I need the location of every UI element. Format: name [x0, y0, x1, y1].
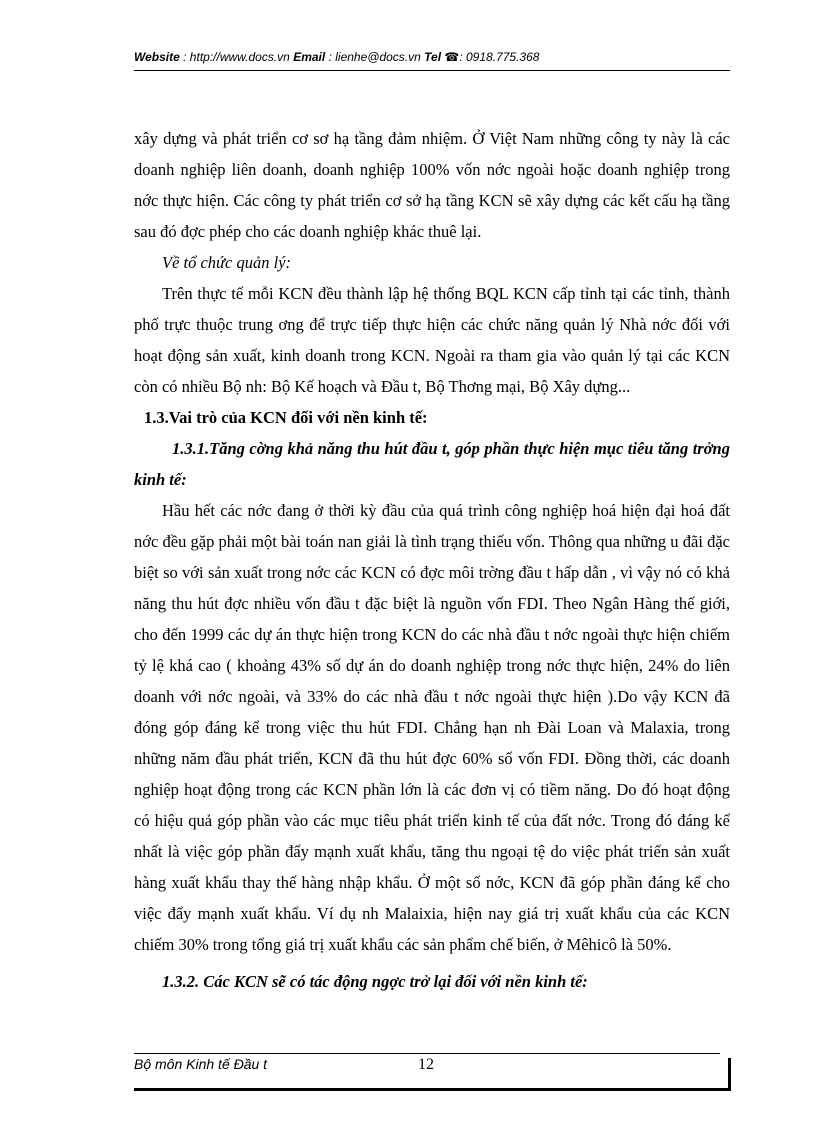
email-label: Email [293, 50, 326, 64]
section-heading-1-3-2: 1.3.2. Các KCN sẽ có tác động ngợc trở lại đối với nền kinh tế: [162, 972, 588, 991]
org-heading: Về tổ chức quản lý: [162, 253, 292, 272]
page-number: 12 [418, 1056, 434, 1073]
footer-divider [134, 1053, 720, 1054]
tel-label: Tel [424, 50, 442, 64]
footer-shadow-horizontal [134, 1088, 731, 1091]
email-address[interactable]: : lienhe@docs.vn [328, 50, 421, 64]
footer-department: Bộ môn Kinh tế Đầu t [134, 1056, 268, 1072]
document-body [134, 123, 730, 997]
paragraph-intro: xây dựng và phát triển cơ sơ hạ tầng đảm nhiệm. Ở Việt Nam những công ty này là các doanh nghiệp liên doanh, doanh nghiệp 100% vốn nớc ngoài hoặc doanh nghiệp trong nớc thực hiện. Các công ty phát triển cơ sở hạ tầng KCN sẽ xây dựng các kết cấu hạ tầng sau đó đợc phép cho các doanh nghiệp khác thuê lại. [134, 129, 730, 241]
section-heading-1-3: 1.3.Vai trò của KCN đối với nền kinh tế: [144, 408, 428, 427]
website-url[interactable]: : http://www.docs.vn [183, 50, 290, 64]
phone-icon: ☎ [444, 50, 460, 64]
paragraph-investment: Hầu hết các nớc đang ở thời kỳ đầu của quá trình công nghiệp hoá hiện đại hoá đất nớc đều gặp phải một bài toán nan giải là tình trạng thiếu vốn. Thông qua những u đãi đặc biệt so với sản xuất trong nớc các KCN có đợc môi trờng đầu t hấp dẫn , vì vậy nó có khả năng thu hút đợc nhiều vốn đầu t đặc biệt là nguồn vốn FDI. Theo Ngân Hàng thế giới, cho đến 1999 các dự án thực hiện trong KCN do các nhà đầu t nớc ngoài thực hiện chiếm tỷ lệ khá cao ( khoảng 43% số dự án do doanh nghiệp trong nớc thực hiện, 24% do liên doanh với nớc ngoài, và 33% do các nhà đầu t nớc ngoài thực hiện ).Do vậy KCN đã đóng góp đáng kể trong việc thu hút FDI. Chẳng hạn nh Đài Loan và Malaxia, trong những năm đầu phát triển, KCN đã thu hút đợc 60% số vốn FDI. Đồng thời, các doanh nghiệp hoạt động trong các KCN phần lớn là các đơn vị có tiềm năng. Do đó hoạt động có hiệu quả góp phần vào các mục tiêu phát triển kinh tế của đất nớc. Trong đó đáng kể nhất là việc góp phần đẩy mạnh xuất khẩu, tăng thu ngoại tệ do việc phát triển sản xuất hàng xuất khẩu thay thế hàng nhập khẩu. Ở một số nớc, KCN đã góp phần đáng kể cho việc đẩy mạnh xuất khẩu. Ví dụ nh Malaixia, hiện nay giá trị xuất khẩu của các KCN chiếm 30% trong tổng giá trị xuất khẩu các sản phẩm chế biến, ở Mêhicô là 50%. [134, 501, 730, 954]
footer-shadow-vertical [728, 1058, 731, 1088]
section-heading-1-3-1: 1.3.1.Tăng cờng khả năng thu hút đầu t, góp phần thực hiện mục tiêu tăng trởng kinh tế: [134, 439, 730, 489]
tel-number: : 0918.775.368 [459, 50, 540, 64]
website-label: Website [134, 50, 180, 64]
page-header [134, 50, 734, 64]
header-divider [134, 70, 730, 71]
paragraph-management: Trên thực tế mỗi KCN đều thành lập hệ thống BQL KCN cấp tỉnh tại các tỉnh, thành phố trực thuộc trung ơng để trực tiếp thực hiện các chức năng quản lý Nhà nớc đối với hoạt động sản xuất, kinh doanh trong KCN. Ngoài ra tham gia vào quản lý tại các KCN còn có nhiều Bộ nh: Bộ Kế hoạch và Đầu t, Bộ Thơng mại, Bộ Xây dựng... [134, 284, 730, 396]
